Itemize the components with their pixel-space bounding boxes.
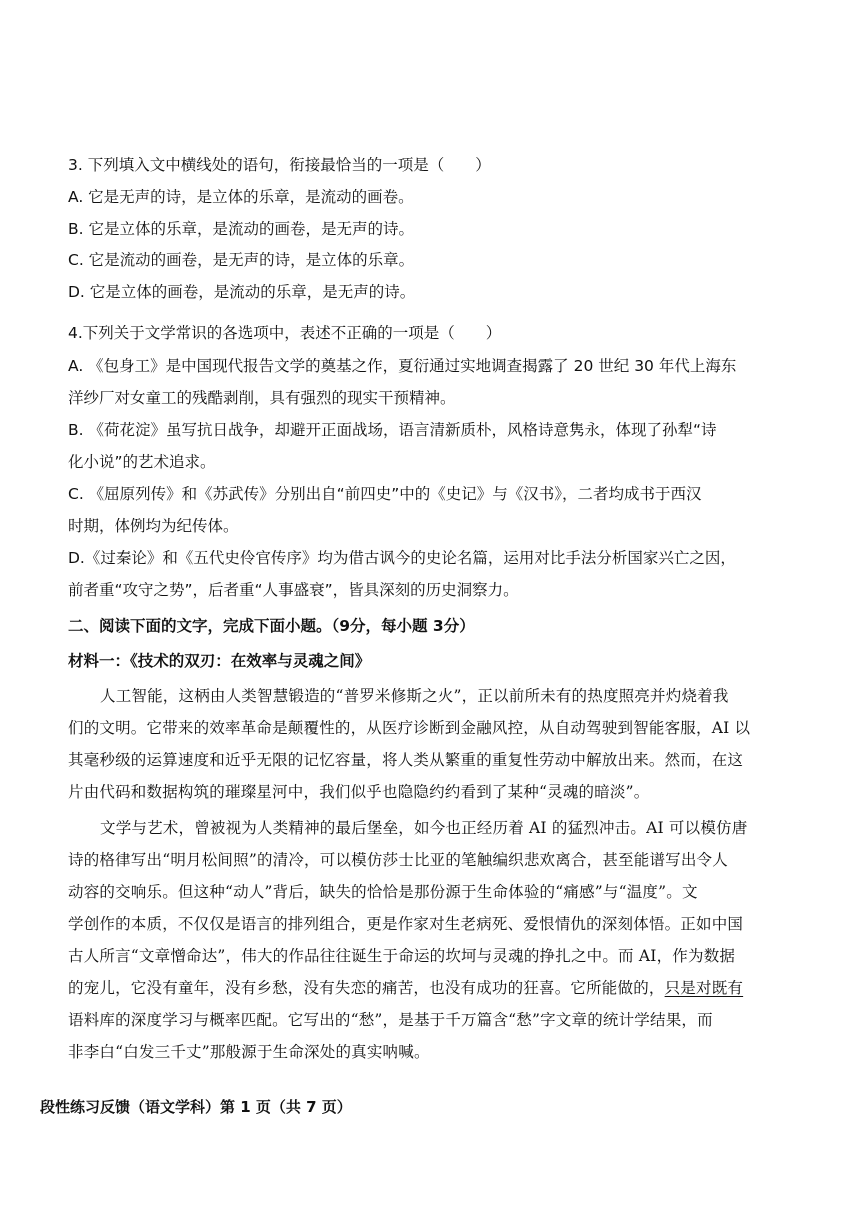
page-footer: 段性练习反馈（语文学科）第 1 页（共 7 页） — [40, 1098, 352, 1116]
section-heading: 二、阅读下面的文字，完成下面小题。（9分，每小题 3分） — [68, 617, 475, 635]
q4-option-b-line1: B. 《荷花淀》虽写抗日战争，却避开正面战场，语言清新质朴，风格诗意隽永，体现了孙犁“诗 — [68, 421, 717, 439]
para2-line7: 语料库的深度学习与概率匹配。它写出的“愁”，是基于千万篇含“愁”字文章的统计学结果，而 — [68, 1011, 713, 1029]
para2-line8: 非李白“白发三千丈”那般源于生命深处的真实呐喊。 — [68, 1043, 430, 1061]
para2-line3: 动容的交响乐。但这种“动人”背后，缺失的恰恰是那份源于生命体验的“痛感”与“温度”。文 — [68, 883, 698, 901]
q3-option-b: B. 它是立体的乐章，是流动的画卷，是无声的诗。 — [68, 220, 414, 238]
q4-option-a-line2: 洋纱厂对女童工的残酷剥削，具有强烈的现实干预精神。 — [68, 389, 456, 407]
para2-line1: 文学与艺术，曾被视为人类精神的最后堡垒，如今也正经历着 AI 的猛烈冲击。AI 可以模仿唐 — [100, 819, 748, 837]
para2-line4: 学创作的本质，不仅仅是语言的排列组合，更是作家对生老病死、爱恨情仇的深刻体悟。正如中国 — [68, 915, 744, 933]
underlined-phrase: 只是对既有 — [664, 979, 744, 997]
q4-option-b-line2: 化小说”的艺术追求。 — [68, 453, 216, 471]
para2-line2: 诗的格律写出“明月松间照”的清冷，可以模仿莎士比亚的笔触编织悲欢离合，甚至能谱写出令人 — [68, 851, 728, 869]
q3-option-c: C. 它是流动的画卷，是无声的诗，是立体的乐章。 — [68, 251, 415, 269]
para1-line3: 其毫秒级的运算速度和近乎无限的记忆容量，将人类从繁重的重复性劳动中解放出来。然而，在这 — [68, 751, 744, 769]
para1-line1: 人工智能，这柄由人类智慧锻造的“普罗米修斯之火”，正以前所未有的热度照亮并灼烧着我 — [100, 687, 729, 705]
q4-stem: 4.下列关于文学常识的各选项中，表述不正确的一项是（ ） — [68, 324, 502, 342]
material-title: 材料一：《技术的双刃：在效率与灵魂之间》 — [68, 651, 371, 670]
para2-line6 — [68, 977, 788, 999]
q4-option-d-line2: 前者重“攻守之势”，后者重“人事盛衰”，皆具深刻的历史洞察力。 — [68, 581, 519, 599]
para1-line4: 片由代码和数据构筑的璀璨星河中，我们似乎也隐隐约约看到了某种“灵魂的暗淡”。 — [68, 783, 650, 801]
q4-option-c-line1: C. 《屈原列传》和《苏武传》分别出自“前四史”中的《史记》与《汉书》，二者均成书于西汉 — [68, 485, 702, 503]
q3-stem: 3. 下列填入文中横线处的语句，衔接最恰当的一项是（ ） — [68, 156, 491, 174]
para2-line6-text: 的宠儿，它没有童年，没有乡愁，没有失恋的痛苦，也没有成功的狂喜。它所能做的， — [68, 979, 665, 997]
q4-option-d-line1: D.《过秦论》和《五代史伶官传序》均为借古讽今的史论名篇，运用对比手法分析国家兴亡之因， — [68, 549, 736, 567]
para1-line2: 们的文明。它带来的效率革命是颠覆性的，从医疗诊断到金融风控，从自动驾驶到智能客服，AI 以 — [68, 719, 751, 737]
q3-option-a: A. 它是无声的诗，是立体的乐章，是流动的画卷。 — [68, 188, 414, 206]
q4-option-a-line1: A. 《包身工》是中国现代报告文学的奠基之作，夏衍通过实地调查揭露了 20 世纪 30 年代上海东 — [68, 357, 737, 375]
q3-option-d: D. 它是立体的画卷，是流动的乐章，是无声的诗。 — [68, 283, 416, 301]
para2-line5: 古人所言“文章憎命达”，伟大的作品往往诞生于命运的坎坷与灵魂的挣扎之中。而 AI，作为数据 — [68, 947, 736, 965]
q4-option-c-line2: 时期，体例均为纪传体。 — [68, 517, 239, 535]
